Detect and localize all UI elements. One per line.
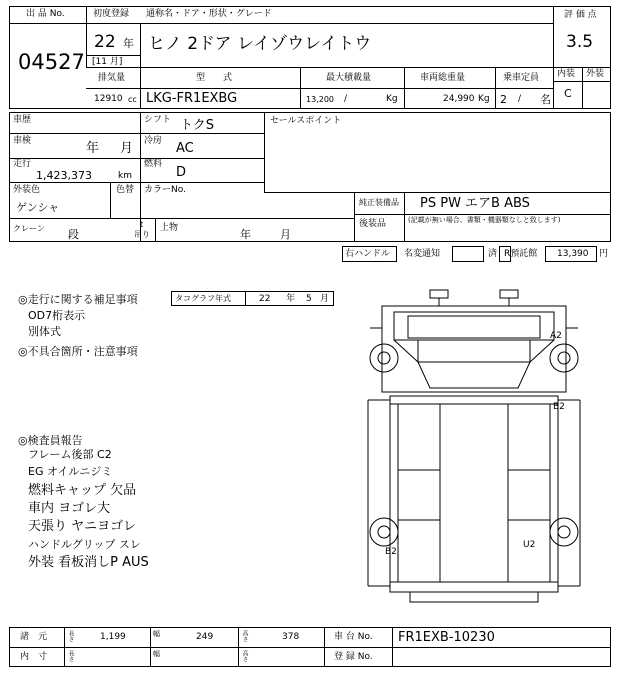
height-value: 378 — [282, 632, 300, 642]
equipment-value: PS PW エアB ABS — [420, 196, 530, 211]
lot-no: 04527 — [18, 50, 85, 74]
reg-no-label: 登 録 No. — [334, 652, 373, 662]
color-code-label: カラーNo. — [144, 185, 186, 195]
shift-value: トクS — [180, 118, 214, 133]
damage-mark-u2: U2 — [523, 540, 536, 550]
tax-prefix: 済 — [488, 249, 498, 259]
fuel-label: 燃料 — [144, 159, 163, 169]
gross-weight-value: 24,990 — [443, 94, 475, 104]
ext-color-value: ゲンシャ — [16, 201, 60, 214]
height-label: 高さ — [241, 630, 248, 642]
mount-year-unit: 年 — [240, 228, 251, 241]
chassis-value: FR1EXB-10230 — [398, 630, 495, 645]
first-reg-label: 初度登録 — [93, 9, 130, 19]
inspector-line-6: ハンドルグリップ スレ — [28, 538, 141, 551]
rating-value: 3.5 — [566, 32, 594, 52]
capacity-label: 乗車定員 — [503, 73, 540, 83]
inspector-line-3: 燃料キャップ 欠品 — [28, 483, 137, 498]
reg-month: [11 月] — [92, 57, 123, 67]
equipment-label: 純正装備品 — [359, 198, 399, 207]
length-value: 1,199 — [100, 632, 126, 642]
inspection-month-unit: 月 — [120, 141, 134, 156]
tacho-year-unit: 年 — [286, 294, 296, 304]
rhd-label: 右ハンドル — [345, 249, 391, 259]
model-label: 型 式 — [196, 73, 233, 83]
crane-label: クレーン — [13, 224, 45, 233]
dims-label: 諸 元 — [20, 632, 48, 642]
crane-stage-unit: 段 — [68, 228, 79, 241]
color-no-label: 色替 — [116, 185, 135, 195]
damage-mark-b2-right: B2 — [553, 402, 565, 412]
capacity-sep: / — [518, 94, 522, 104]
inspector-line-7: 外装 看板消しP AUS — [28, 555, 149, 570]
name-change-label: 名変通知 — [404, 249, 441, 259]
inner-label: 内 寸 — [20, 652, 48, 662]
tax-label: R預託館 — [504, 249, 538, 259]
rating-label: 評 価 点 — [564, 10, 597, 20]
reg-year: 22 — [94, 32, 116, 52]
chassis-label: 車 台 No. — [334, 632, 373, 642]
gross-weight-label: 車両総重量 — [420, 73, 466, 83]
interior-label: 内装 — [557, 69, 576, 79]
aftermarket-note: (記載が無い場合、書類・機器類なしと致します) — [408, 216, 561, 224]
tax-amount: 13,390 — [557, 249, 589, 259]
width-value: 249 — [196, 632, 214, 642]
history-label: 車歴 — [13, 115, 32, 125]
mileage-unit: km — [118, 171, 132, 181]
crane-t-unit: t — [140, 220, 144, 229]
tacho-year: 22 — [259, 294, 271, 304]
shift-label: シフト — [144, 115, 172, 125]
tacho-label: タコグラフ年式 — [175, 294, 231, 303]
length-label: 長さ — [67, 630, 74, 642]
car-name: ヒノ 2ドア レイゾウレイトウ — [148, 34, 372, 54]
width-label: 幅 — [153, 630, 160, 638]
mileage-value: 1,423,373 — [36, 169, 92, 182]
inspection-label: 車検 — [13, 136, 32, 146]
inner-length-label: 長さ — [67, 650, 74, 662]
fuel-value: D — [176, 165, 187, 180]
defects-label: ◎不具合箇所・注意事項 — [18, 345, 138, 358]
name-label: 通称名・ドア・形状・グレード — [146, 9, 272, 19]
capacity-unit: 名 — [540, 93, 551, 106]
lot-no-label: 出 品 No. — [26, 9, 65, 19]
ext-color-label: 外装色 — [13, 185, 41, 195]
reg-year-unit: 年 — [123, 37, 134, 50]
tacho-month-unit: 月 — [320, 294, 330, 304]
mount-label: 上物 — [160, 223, 179, 233]
truck-diagram — [360, 270, 600, 610]
damage-mark-b2-left: B2 — [385, 547, 397, 557]
driving-label: ◎走行に関する補足事項 — [18, 293, 138, 306]
inspector-line-2: EG オイルニジミ — [28, 465, 113, 478]
max-load-unit: Kg — [386, 94, 398, 104]
tax-unit: 円 — [599, 249, 609, 259]
tacho-month: 5 — [306, 294, 312, 304]
inner-width-label: 幅 — [153, 650, 160, 658]
inspector-line-5: 天張り ヤニヨゴレ — [28, 519, 137, 534]
max-load-label: 最大積載量 — [326, 73, 372, 83]
inspector-line-4: 車内 ヨゴレ大 — [28, 501, 111, 516]
name-change-box — [452, 246, 484, 262]
max-load-sep: / — [344, 94, 348, 104]
model-value: LKG-FR1EXBG — [146, 91, 238, 106]
ac-value: AC — [176, 141, 194, 156]
mileage-label: 走行 — [13, 159, 32, 169]
displacement-unit: cc — [128, 95, 137, 104]
max-load-value: 13,200 — [306, 95, 334, 104]
ac-label: 冷房 — [144, 136, 163, 146]
inspector-line-1: フレーム後部 C2 — [28, 448, 112, 461]
damage-mark-a2: A2 — [550, 331, 562, 341]
interior-grade: C — [564, 87, 572, 100]
inspection-year-unit: 年 — [86, 141, 100, 156]
sales-point-label: セールスポイント — [270, 116, 342, 126]
driving-line-1: OD7桁表示 — [28, 309, 86, 322]
inner-height-label: 高さ — [241, 650, 248, 662]
crane-lift-unit: 吊り — [134, 230, 150, 239]
inspector-label: ◎検査員報告 — [18, 434, 83, 447]
gross-weight-unit: Kg — [478, 94, 490, 104]
displacement-value: 12910 — [94, 94, 123, 104]
driving-line-2: 別体式 — [28, 325, 61, 338]
exterior-label: 外装 — [586, 69, 605, 79]
aftermarket-label: 後装品 — [359, 219, 387, 229]
capacity-value: 2 — [500, 93, 507, 106]
displacement-label: 排気量 — [98, 73, 126, 83]
mount-month-unit: 月 — [280, 228, 291, 241]
